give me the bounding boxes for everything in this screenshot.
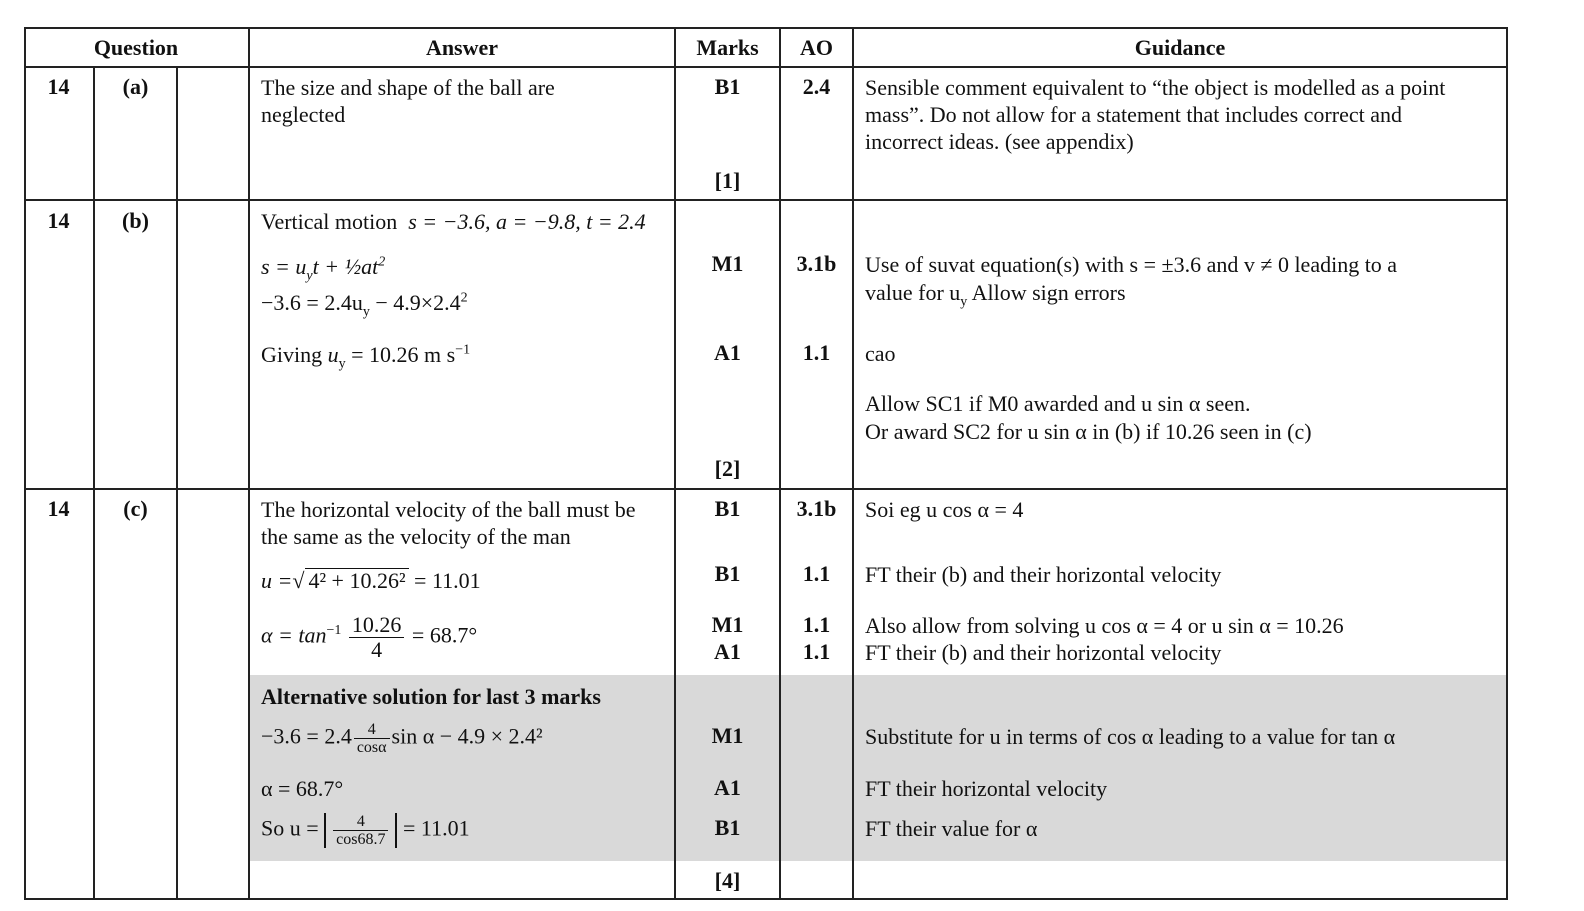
- a-total: [1]: [714, 168, 741, 193]
- b-ao-2: 1.1: [802, 340, 831, 365]
- b-question-number: 14: [47, 208, 70, 233]
- rule-q-part: [93, 66, 95, 900]
- c-alt3-fraction: $\frac{4}{\cos 68.7}$: [333, 813, 388, 848]
- rule-ao-guidance: [852, 27, 854, 900]
- header-marks: Marks: [696, 35, 759, 60]
- c-angle-fraction: $\frac{10.26}{4}$: [349, 613, 405, 662]
- c-ao-3: 1.1: [802, 612, 831, 637]
- a-guidance-line2: mass”. Do not allow for a statement that includes correct and: [865, 102, 1402, 127]
- c-answer-line1: The horizontal velocity of the ball must be: [261, 497, 636, 522]
- c-mark-4: A1: [714, 639, 741, 664]
- a-answer-line2: neglected: [261, 102, 346, 127]
- rule-a-bottom: [24, 199, 1508, 201]
- c-alt-guidance-3: FT their value for α: [865, 816, 1038, 841]
- c-alt-equation-3: So u = $\frac{4}{\cos 68.7}$ = 11.01: [261, 813, 470, 848]
- c-mark-3: M1: [711, 612, 744, 637]
- header-guidance: Guidance: [1134, 35, 1226, 60]
- c-total: [4]: [714, 868, 741, 893]
- c-alt-mark-1: M1: [711, 723, 744, 748]
- header-answer: Answer: [425, 35, 499, 60]
- rule-right: [1506, 27, 1508, 900]
- b-vertical-motion: Vertical motion s = −3.6, a = −9.8, t = 2.4: [261, 209, 646, 234]
- rule-header-bottom: [24, 66, 1508, 68]
- rule-part-sub: [176, 66, 178, 900]
- a-guidance-line1: Sensible comment equivalent to “the object is modelled as a point: [865, 75, 1446, 100]
- a-ao: 2.4: [802, 74, 831, 99]
- c-ao-4: 1.1: [802, 639, 831, 664]
- b-guidance-cao: cao: [865, 341, 896, 366]
- b-substituted-equation: $-3.6 = 2.4u_y - 4.9\times 2.4^2$: [261, 290, 468, 320]
- c-speed-equation: u =√ 4² + 10.26² = 11.01: [261, 568, 481, 593]
- rule-left: [24, 27, 26, 900]
- a-part-label: (a): [122, 74, 149, 99]
- b-ao-1: 3.1b: [796, 251, 837, 276]
- c-question-number: 14: [47, 496, 70, 521]
- c-guidance-2: FT their (b) and their horizontal velocity: [865, 562, 1222, 587]
- c-alt1-fraction: $\frac{4}{\cos\alpha}$: [354, 721, 390, 756]
- c-alt-guidance-2: FT their horizontal velocity: [865, 776, 1108, 801]
- b-mark-2: A1: [714, 340, 741, 365]
- c-alt-equation-2: α = 68.7°: [261, 776, 344, 801]
- header-question: Question: [93, 35, 179, 60]
- c-ao-1: 3.1b: [796, 496, 837, 521]
- c-guidance-3: Also allow from solving u cos α = 4 or u sin α = 10.26: [865, 613, 1344, 638]
- b-suvat-equation: $s = u_yt$ + $\frac{1}{2}at^2$: [261, 254, 386, 284]
- b-total: [2]: [714, 456, 741, 481]
- b-guidance-sc2: Or award SC2 for u sin α in (b) if 10.26 seen in (c): [865, 419, 1312, 444]
- b-mark-1: M1: [711, 251, 744, 276]
- c-ao-2: 1.1: [802, 561, 831, 586]
- rule-marks-ao: [779, 27, 781, 900]
- rule-question-answer: [248, 27, 250, 900]
- c-part-label: (c): [123, 496, 148, 521]
- header-ao: AO: [800, 35, 833, 60]
- a-mark: B1: [714, 74, 741, 99]
- c-alt-title: Alternative solution for last 3 marks: [261, 684, 601, 709]
- c-mark-1: B1: [714, 496, 741, 521]
- b-guidance-sc1: Allow SC1 if M0 awarded and u sin α seen.: [865, 391, 1251, 416]
- mark-scheme-table: [24, 27, 1508, 900]
- c-alt3-bracket: [324, 813, 397, 848]
- rule-top: [24, 27, 1508, 29]
- c-angle-equation: $\alpha = \tan^{-1}$ $\frac{10.26}{4}$ = 68.7°: [261, 612, 478, 662]
- c-guidance-1: Soi eg u cos α = 4: [865, 497, 1024, 522]
- c-alt-mark-2: A1: [714, 775, 741, 800]
- c-mark-2: B1: [714, 561, 741, 586]
- c-alt-equation-1: −3.6 = 2.4 $\frac{4}{\cos\alpha}$ sin α − 4.9 × 2.4²: [261, 721, 543, 756]
- b-giving-result: Giving $u_y = 10.26$ m $s^{-1}$: [261, 342, 471, 372]
- a-question-number: 14: [47, 74, 70, 99]
- rule-b-bottom: [24, 488, 1508, 490]
- a-answer-line1: The size and shape of the ball are: [261, 75, 555, 100]
- b-guidance-suvat-line2: value for $u_y$ Allow sign errors: [865, 280, 1126, 310]
- c-guidance-4: FT their (b) and their horizontal velocity: [865, 640, 1222, 665]
- c-alt-guidance-1: Substitute for u in terms of cos α leading to a value for tan α: [865, 724, 1396, 749]
- rule-bottom: [24, 898, 1508, 900]
- c-alt-mark-3: B1: [714, 815, 741, 840]
- c-answer-line2: the same as the velocity of the man: [261, 524, 571, 549]
- b-part-label: (b): [122, 208, 149, 233]
- a-guidance-line3: incorrect ideas. (see appendix): [865, 129, 1134, 154]
- b-guidance-suvat-line1: Use of suvat equation(s) with s = ±3.6 and v ≠ 0 leading to a: [865, 252, 1398, 277]
